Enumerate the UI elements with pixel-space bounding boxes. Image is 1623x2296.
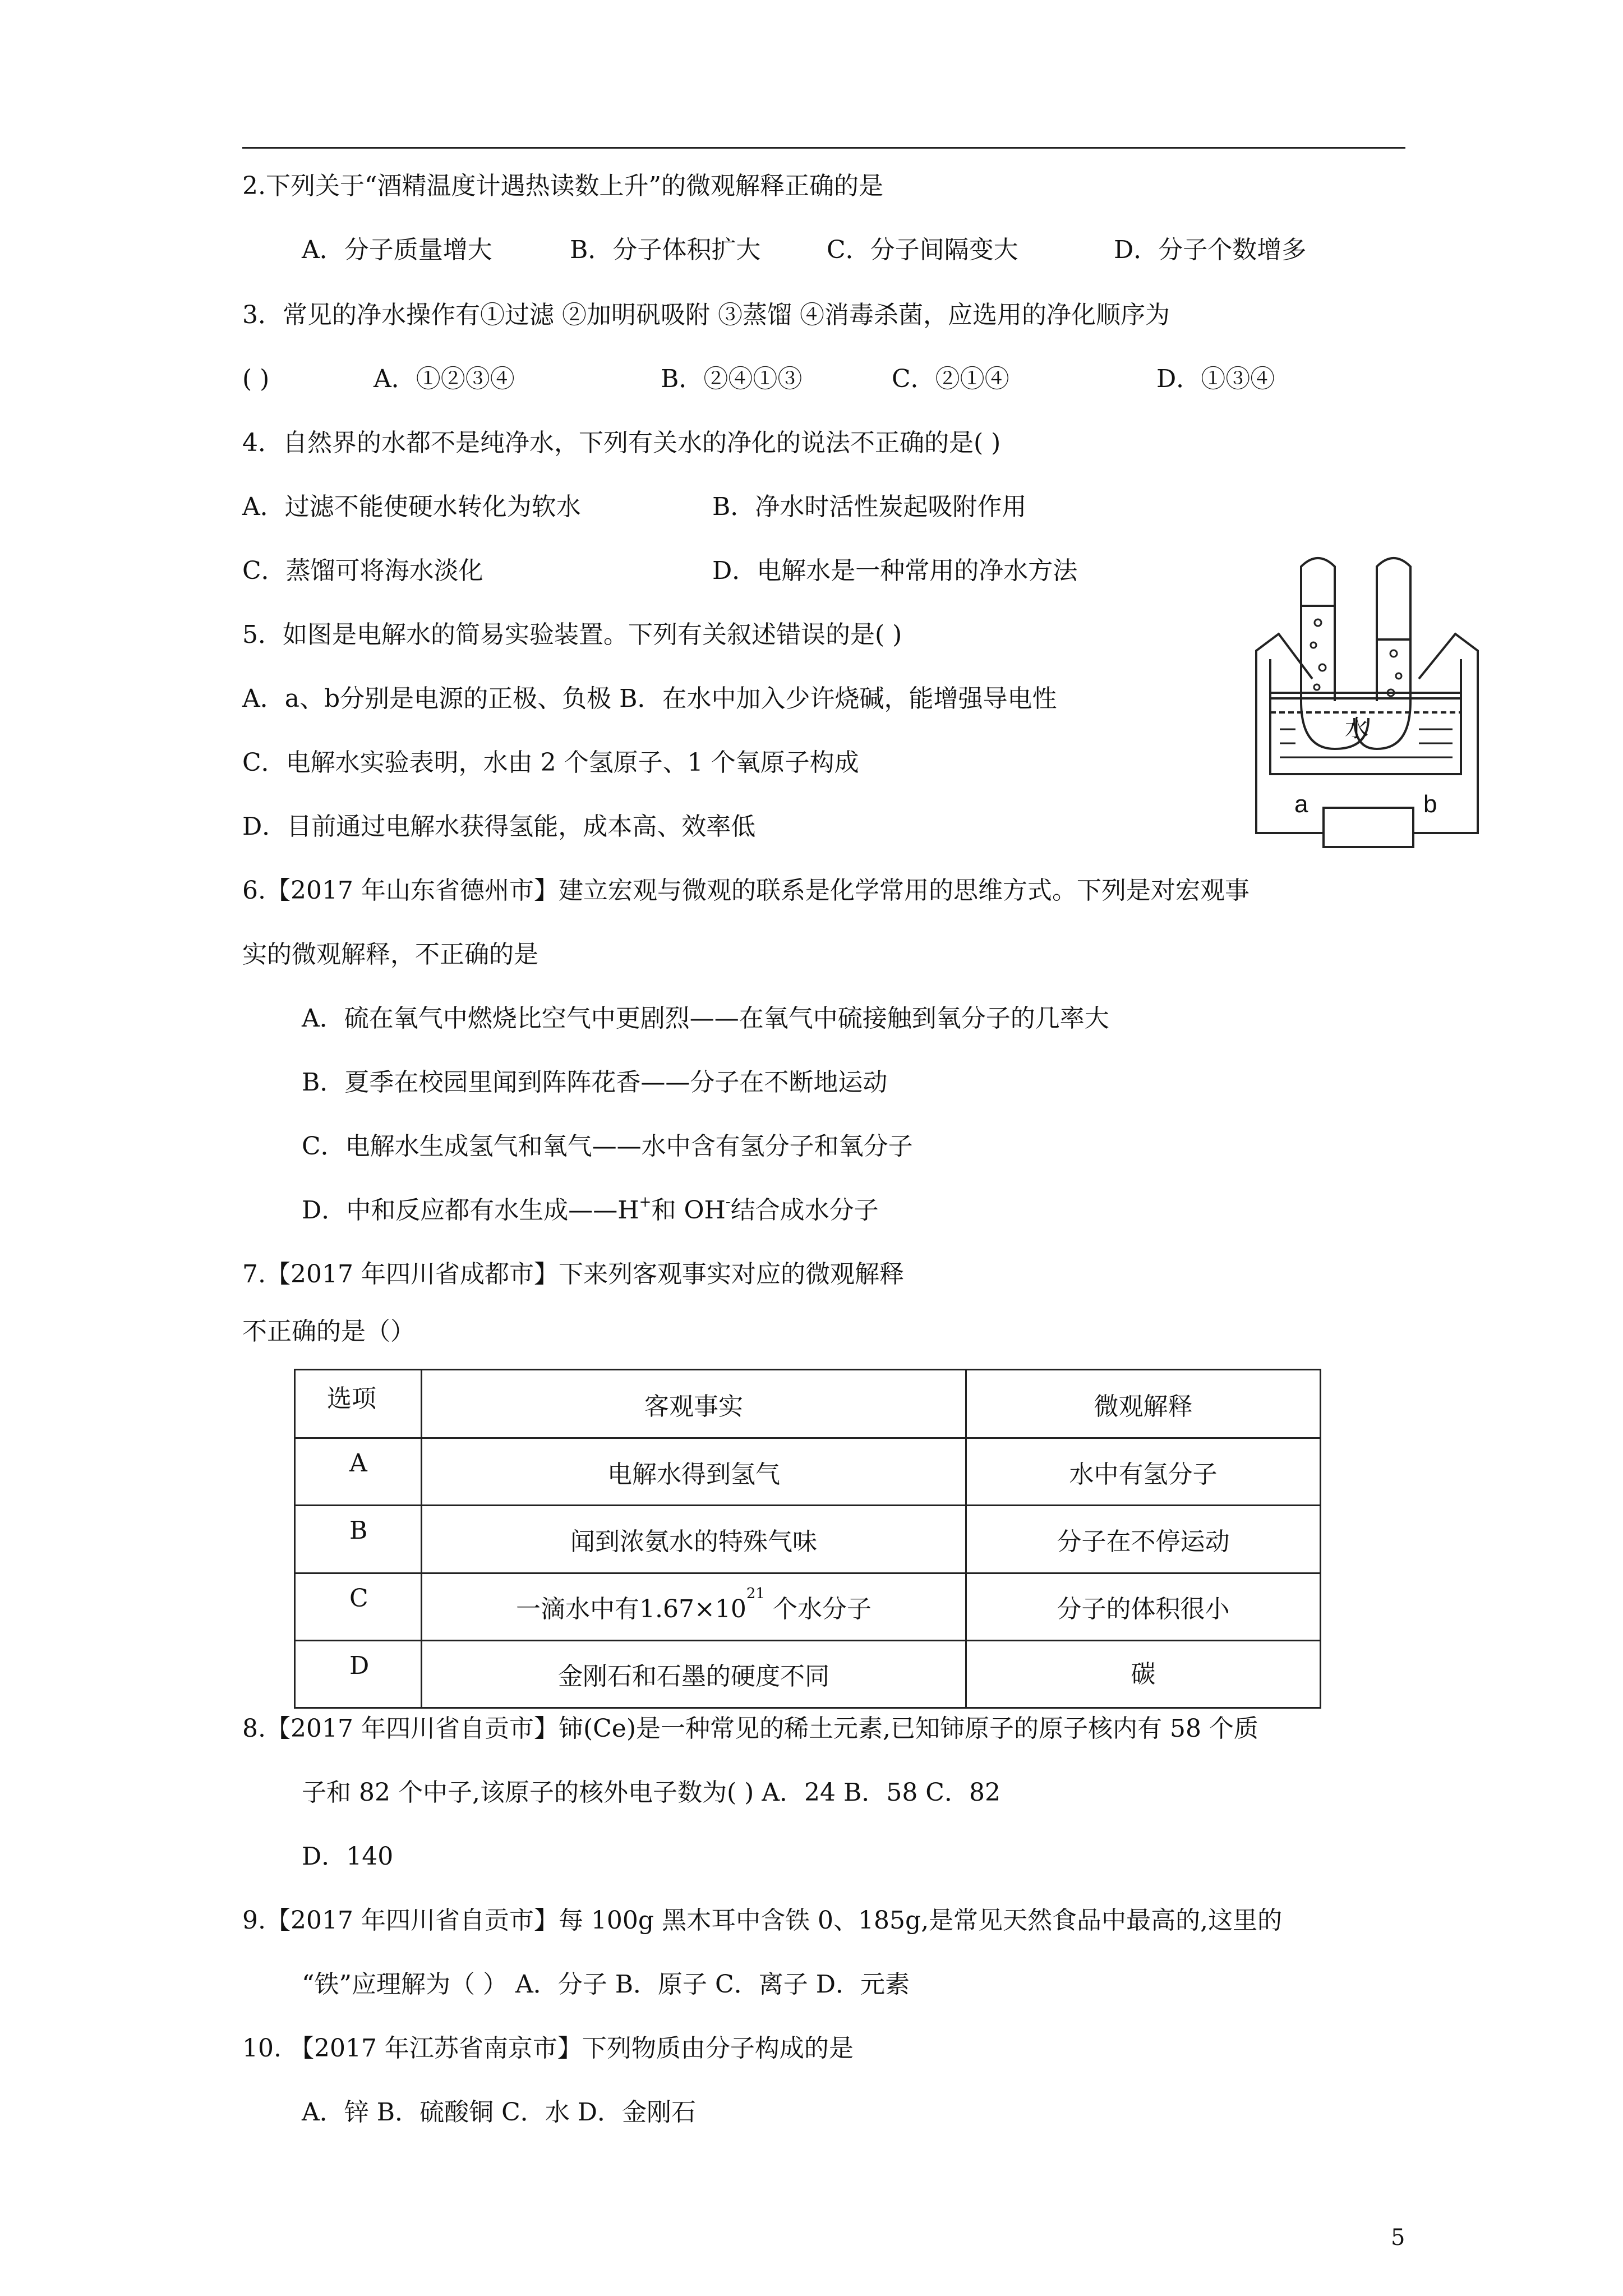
table-row [295, 1573, 1321, 1640]
header-cell-option: 选项 [295, 1370, 422, 1438]
table-cell: 碳 [966, 1640, 1321, 1708]
table-row [295, 1640, 1321, 1708]
q3-option-b: B．②④①③ [661, 365, 803, 393]
figure-label-water: 水 [1345, 715, 1369, 742]
table-cell: 闻到浓氨水的特殊气味 [422, 1506, 966, 1573]
q4-option-c: C．蒸馏可将海水淡化 [242, 556, 483, 585]
q6-option-c: C．电解水生成氢气和氧气——水中含有氢分子和氧分子 [302, 1132, 913, 1161]
q2-option-d: D．分子个数增多 [1114, 236, 1307, 264]
q4-option-a: A．过滤不能使硬水转化为软水 [242, 493, 581, 521]
table-cell: C [295, 1573, 422, 1640]
q10-stem: 10. 【2017 年江苏省南京市】下列物质由分子构成的是 [242, 2034, 854, 2063]
q3-option-a: A．①②③④ [374, 365, 515, 393]
q2-stem: 2.下列关于“酒精温度计遇热读数上升”的微观解释正确的是 [242, 172, 883, 200]
q6-option-b: B．夏季在校园里闻到阵阵花香——分子在不断地运动 [302, 1068, 888, 1097]
header-cell-explanation: 微观解释 [966, 1370, 1321, 1438]
q4-stem: 4．自然界的水都不是纯净水，下列有关水的净化的说法不正确的是( ) [242, 429, 1001, 457]
table-cell: B [295, 1506, 422, 1573]
q7-stem-line2: 不正确的是（） [242, 1317, 415, 1346]
q9-stem-line2: “铁”应理解为（ ） A．分子 B．原子 C．离子 D．元素 [302, 1970, 910, 1999]
q3-option-d: D．①③④ [1156, 365, 1275, 393]
table-cell: 电解水得到氢气 [422, 1438, 966, 1506]
q3-paren: ( ) [242, 365, 270, 393]
figure-label-b: b [1423, 790, 1437, 818]
page-number: 5 [1391, 2225, 1405, 2251]
table-cell: 分子的体积很小 [966, 1573, 1321, 1640]
q7-stem-line1: 7.【2017 年四川省成都市】下来列客观事实对应的微观解释 [242, 1260, 904, 1289]
q7-table [294, 1369, 1321, 1709]
q10-options: A．锌 B．硫酸铜 C．水 D．金刚石 [302, 2098, 697, 2127]
table-cell: A [295, 1438, 422, 1506]
table-cell: 分子在不停运动 [966, 1506, 1321, 1573]
table-cell: D [295, 1640, 422, 1708]
q2-option-b: B．分子体积扩大 [570, 236, 761, 264]
table-row [295, 1438, 1321, 1506]
q3-option-c: C．②①④ [892, 365, 1009, 393]
q6-stem-line2: 实的微观解释，不正确的是 [242, 940, 538, 969]
q5-option-ab: A．a、b分别是电源的正极、负极 B．在水中加入少许烧碱，能增强导电性 [242, 684, 1057, 713]
q6-stem-line1: 6.【2017 年山东省德州市】建立宏观与微观的联系是化学常用的思维方式。下列是对宏观事 [242, 876, 1249, 905]
table-cell: 金刚石和石墨的硬度不同 [422, 1640, 966, 1708]
header-cell-fact: 客观事实 [422, 1370, 966, 1438]
header-rule [242, 147, 1405, 149]
q8-stem-line2: 子和 82 个中子,该原子的核外电子数为( ) A．24 B．58 C．82 [302, 1778, 1000, 1807]
q4-option-b: B．净水时活性炭起吸附作用 [712, 493, 1027, 521]
q5-stem: 5．如图是电解水的简易实验装置。下列有关叙述错误的是( ) [242, 620, 902, 649]
table-row [295, 1506, 1321, 1573]
q3-stem: 3．常见的净水操作有①过滤 ②加明矾吸附 ③蒸馏 ④消毒杀菌，应选用的净化顺序为 [242, 301, 1170, 329]
q5-option-c: C．电解水实验表明，水由 2 个氢原子、1 个氧原子构成 [242, 748, 859, 777]
q2-option-a: A．分子质量增大 [302, 236, 492, 264]
q8-stem-line1: 8.【2017 年四川省自贡市】铈(Ce)是一种常见的稀土元素,已知铈原子的原子核内有 58 个质 [242, 1714, 1258, 1743]
q5-option-d: D．目前通过电解水获得氢能，成本高、效率低 [242, 812, 756, 841]
table-cell: 一滴水中有$1.67\times 10^{21}$ 个水分子 [422, 1573, 966, 1640]
table-header-row [295, 1370, 1321, 1438]
q6-option-d: D．中和反应都有水生成——H+和 OH-结合成水分子 [302, 1194, 879, 1225]
table-cell: 水中有氢分子 [966, 1438, 1321, 1506]
q2-option-c: C．分子间隔变大 [827, 236, 1018, 264]
q6-option-a: A．硫在氧气中燃烧比空气中更剧烈——在氧气中硫接触到氧分子的几率大 [302, 1004, 1109, 1033]
figure-label-a: a [1294, 790, 1308, 818]
q4-option-d: D．电解水是一种常用的净水方法 [712, 556, 1078, 585]
q9-stem-line1: 9.【2017 年四川省自贡市】每 100g 黑木耳中含铁 0、185g,是常见天然食品中最高的,这里的 [242, 1906, 1283, 1935]
q8-option-d: D．140 [302, 1842, 394, 1871]
electrolysis-apparatus-figure [1239, 550, 1497, 855]
